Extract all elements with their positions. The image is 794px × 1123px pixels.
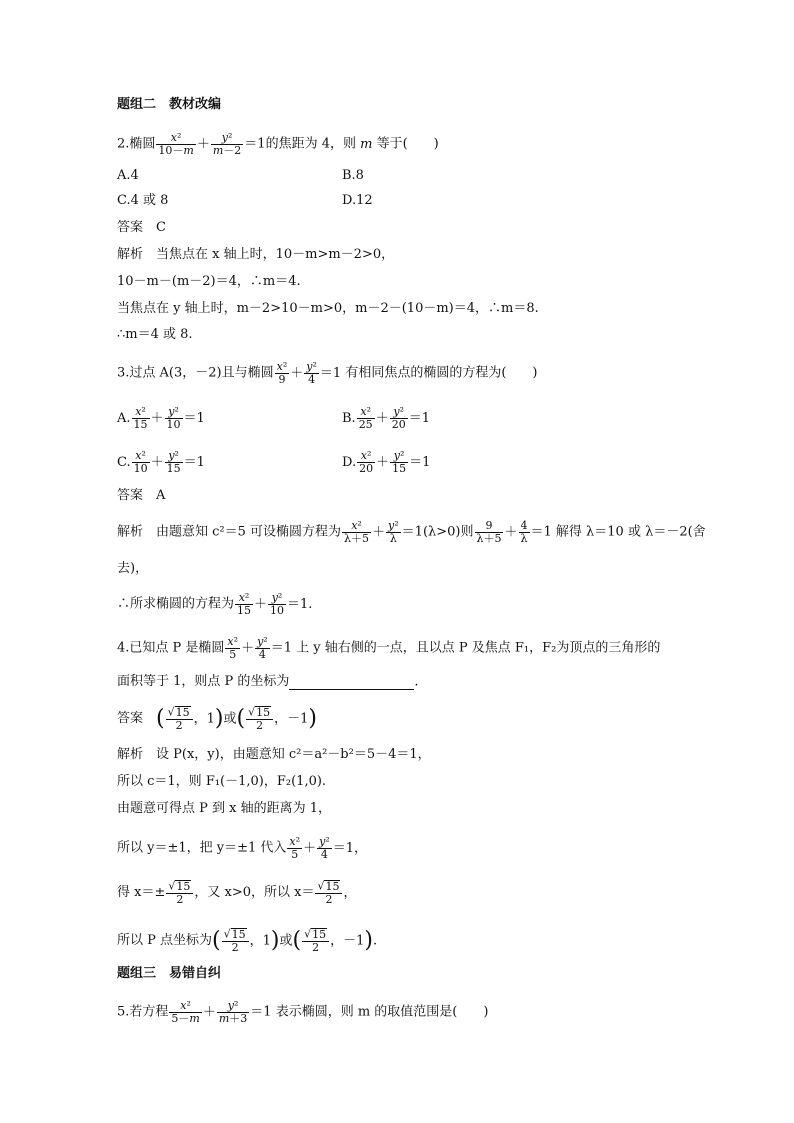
option-c: C.4 或 8 [117,193,169,208]
answer: 答案 ( $\frac{√15}{2}$ ，1)或( $\frac{√15}{2}$ ，－1) [117,705,318,732]
solution-line: 去)， [117,561,149,576]
fraction: $\frac{\text{x²}}{10-m}$ [158,131,194,157]
option-b: B. $\frac{\text{x²}}{25}$ ＋ $\frac{\text{y²}}{20}$ ＝1 [342,405,430,431]
q4-prefix: 4.已知点 P 是椭圆 [117,640,225,656]
solution-line: ∴m＝4 或 8. [117,327,193,342]
option-d: D. $\frac{\text{x²}}{20}$ ＋ $\frac{\text{y²}}{15}$ ＝1 [342,449,431,475]
answer-blank [289,675,414,690]
solution-line: 所以 y＝±1，把 y＝±1 代入 $\frac{\text{x²}}{5}$ ＋ $\frac{\text{y²}}{4}$ ＝1， [117,835,367,861]
solution-line: 10－m－(m－2)＝4，∴m＝4. [117,274,301,289]
section-title: 题组三 易错自纠 [117,966,222,981]
option-d: D.12 [342,193,373,208]
question-5: 5.若方程 $\frac{\text{x²}}{5-m}$ ＋ $\frac{\text{y²}}{m+3}$ ＝1 表示椭圆，则 m 的取值范围是( ) [117,999,489,1025]
solution-line: 由题意可得点 P 到 x 轴的距离为 1， [117,801,332,816]
option-c: C. $\frac{\text{x²}}{10}$ ＋ $\frac{\text{y²}}{15}$ ＝1 [117,449,205,475]
answer-label: 答案 [117,711,144,726]
q5-prefix: 5.若方程 [117,1004,169,1020]
q2-prefix: 2.椭圆 [117,136,156,152]
sol-text: 所以 y＝±1，把 y＝±1 代入 [117,840,287,856]
solution-line: 解析 由题意知 c²＝5 可设椭圆方程为 $\frac{\text{x²}}{\lambda+5}$ ＋ $\frac{\text{y²}}{\lambda}$ ＝1(λ>0)则 $\frac{9}{\lambda+5}$ ＋ $\frac{4}{\lambda}$ ＝1 解得 λ＝10 或 λ＝－2(舍 [117,519,706,545]
solution-line: 解析 设 P(x，y)，由题意知 c²＝a²－b²＝5－4＝1， [117,747,431,762]
option-b: B.8 [342,168,364,183]
q4-suffix: ＝1 上 y 轴右侧的一点，且以点 P 及焦点 F₁，F₂为顶点的三角形的 [270,640,661,656]
answer: 答案 A [117,488,166,503]
q4-text: 面积等于 1，则点 P 的坐标为 [117,674,290,689]
fraction: $\frac{\text{y²}}{m-2}$ [212,131,242,157]
q5-suffix: ＝1 表示椭圆，则 m 的取值范围是( ) [250,1004,489,1020]
sol-text: ＝1(λ>0)则 [401,524,474,540]
q2-suffix: 的焦距为 4，则 [265,136,356,152]
solution-line: 所以 P 点坐标为( $\frac{√15}{2}$ ，1)或( $\frac{√15}{2}$ ，－1). [117,927,378,954]
sol-text: 解析 由题意知 c²＝5 可设椭圆方程为 [117,524,342,540]
section-title: 题组二 教材改编 [117,97,222,112]
q3-prefix: 3.过点 A(3，－2)且与椭圆 [117,365,274,381]
solution-line: 得 x＝± $\frac{√15}{2}$ ，又 x>0，所以 x＝ $\frac{√15}{2}$ ， [117,879,357,906]
solution-line: 所以 c＝1，则 F₁(－1,0)，F₂(1,0). [117,774,327,789]
q3-suffix: 有相同焦点的椭圆的方程为( ) [345,365,538,381]
solution-line: 解析 当焦点在 x 轴上时，10－m>m－2>0， [117,247,395,262]
option-a: A. $\frac{\text{x²}}{15}$ ＋ $\frac{\text{y²}}{10}$ ＝1 [117,405,205,431]
sol-text: 所以 P 点坐标为 [117,933,213,948]
q2-suffix2: 等于( ) [376,136,439,152]
sol-text: 得 x＝± [117,885,166,900]
solution-line: 当焦点在 y 轴上时，m－2>10－m>0，m－2－(10－m)＝4，∴m＝8. [117,301,539,316]
question-4-line2: 面积等于 1，则点 P 的坐标为 . [117,674,419,690]
sol-text: ，又 x>0，所以 x＝ [194,885,315,900]
answer: 答案 C [117,220,166,235]
sol-text: ＝1 解得 λ＝10 或 λ＝－2(舍 [530,524,706,540]
option-a: A.4 [117,168,139,183]
question-2: 2.椭圆 $\frac{\text{x²}}{10-m}$ ＋ $\frac{\text{y²}}{m-2}$ ＝1的焦距为 4，则 m 等于( ) [117,131,439,157]
sol-text: ∴所求椭圆的方程为 [117,596,235,612]
question-3: 3.过点 A(3，－2)且与椭圆 $\frac{\text{x²}}{9}$ ＋ $\frac{\text{y²}}{4}$ ＝1 有相同焦点的椭圆的方程为( ) [117,360,538,386]
solution-line: ∴所求椭圆的方程为 $\frac{\text{x²}}{15}$ ＋ $\frac{\text{y²}}{10}$ ＝1. [117,591,313,617]
question-4: 4.已知点 P 是椭圆 $\frac{\text{x²}}{5}$ ＋ $\frac{\text{y²}}{4}$ ＝1 上 y 轴右侧的一点，且以点 P 及焦点 F₁，F₂为顶点的三角形的 [117,635,661,661]
